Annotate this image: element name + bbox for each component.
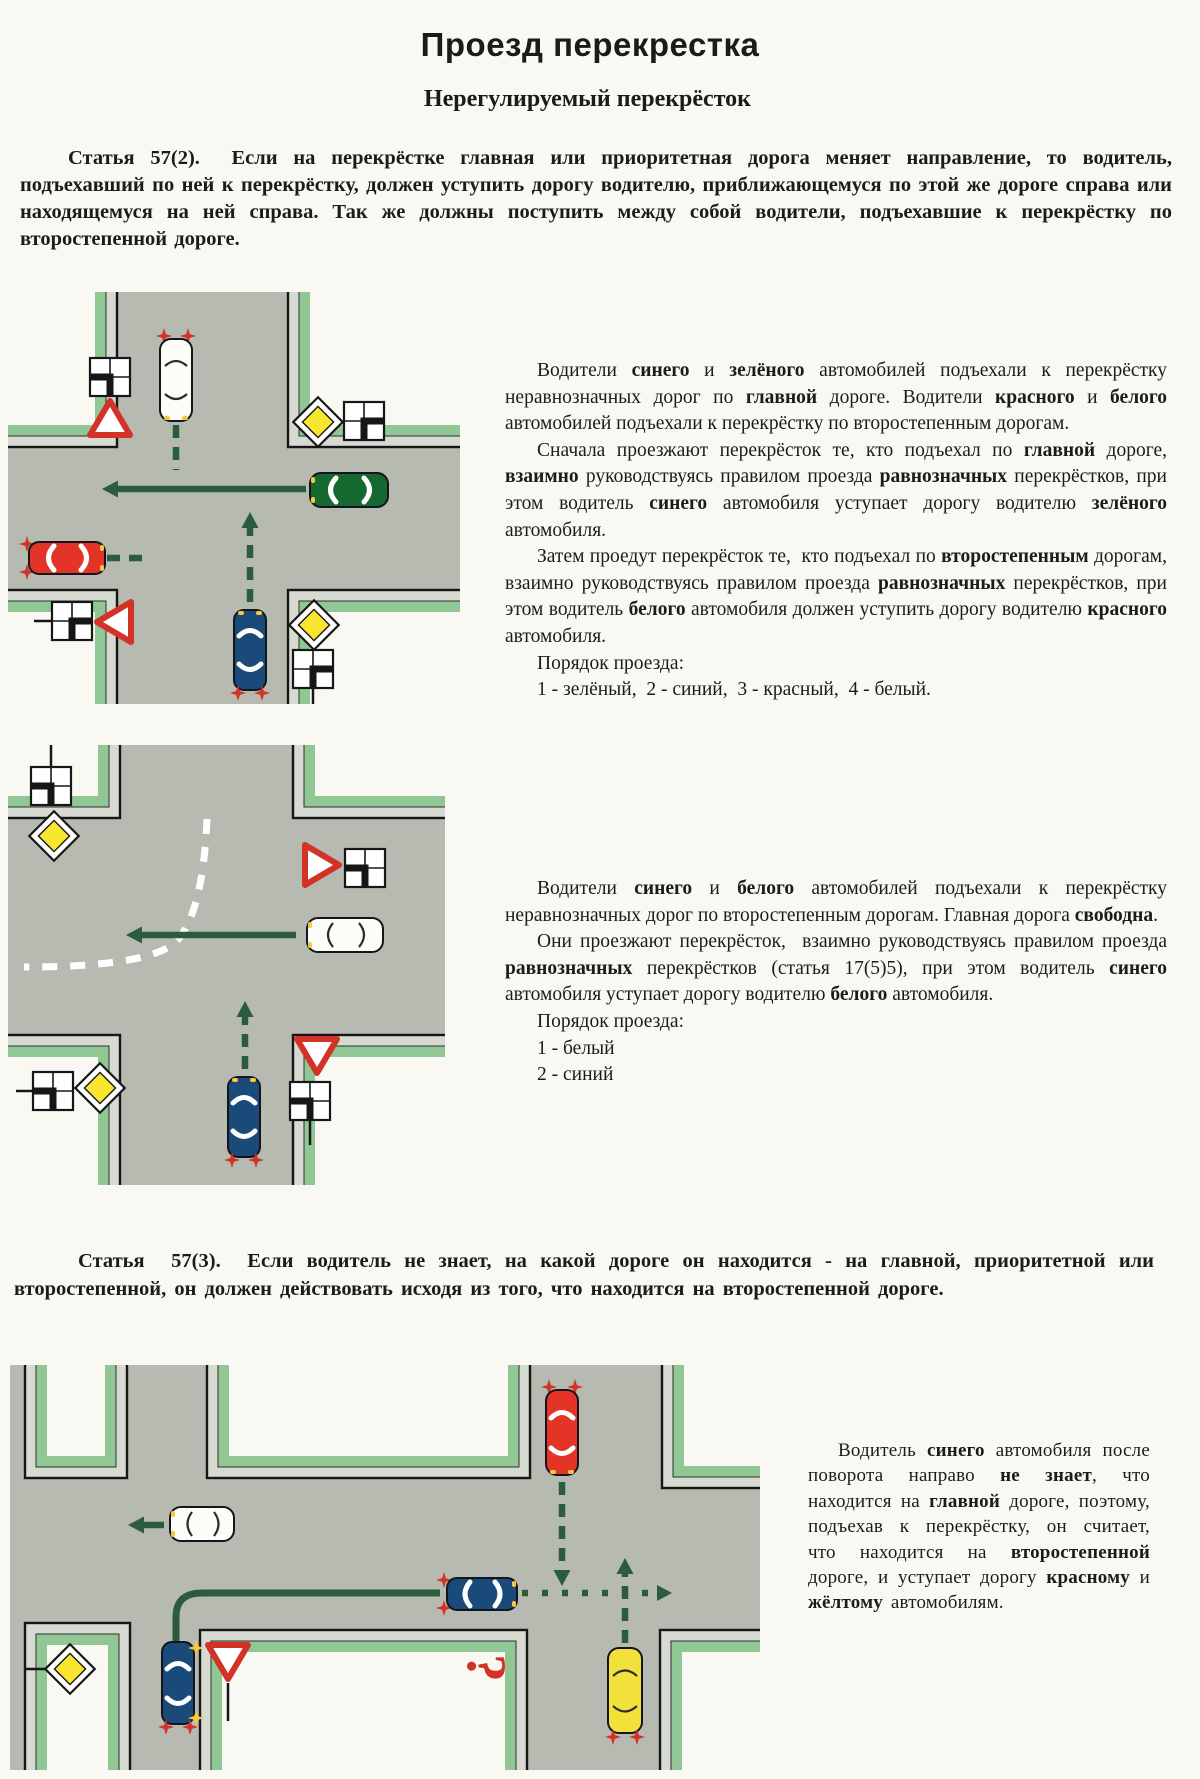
corner-block-top-right	[293, 745, 445, 818]
paragraph: Сначала проезжают перекрёсток те, кто подъехал по главной дороге, взаимно руководствуясь правилом проезда равнозначных перекрёстков, при этом водитель синего автомобиля уступает дорогу водителю зелёного автомобиля.	[505, 439, 1167, 541]
paragraph: Они проезжают перекрёсток, взаимно руководствуясь правилом проезда равнозначных перекрёстков (статья 17(5)5), при этом водитель синего автомобиля уступает дорогу водителю белого автомобиля.	[505, 931, 1167, 1006]
diagram-1-unequal-crossroads	[8, 292, 460, 704]
white-car	[170, 1507, 234, 1541]
paragraph: Водители синего и зелёного автомобилей подъехали к перекрёстку неравнозначных дорог по главной дороге. Водители красного и белого автомобилей подъехали к перекрёстку по второстепенным дорогам.	[505, 360, 1168, 435]
block-top-3	[662, 1365, 760, 1488]
paragraph: Водители синего и белого автомобилей подъехали к перекрёстку неравнозначных дорог по второстепенным дорогам. Главная дорога свободна.	[505, 878, 1167, 926]
passage-order-list: 1 - зелёный, 2 - синий, 3 - красный, 4 - белый.	[537, 679, 931, 701]
blue-car	[224, 1077, 264, 1168]
block-bottom-3	[660, 1630, 760, 1770]
main-road-direction-plate	[344, 402, 384, 440]
article-57-3-text: Статья 57(3). Если водитель не знает, на какой дороге он находится - на главной, приоритетной или второстепенной, он должен действовать исходя из того, что находится на второстепенной дороге.	[14, 1250, 1154, 1300]
main-road-direction-plate	[90, 358, 130, 396]
block-top-2	[207, 1365, 530, 1478]
main-road-direction-plate	[31, 767, 71, 805]
main-road-direction-plate	[345, 849, 385, 887]
diagram-2-main-road-free	[8, 745, 445, 1185]
main-road-direction-plate	[33, 1072, 73, 1110]
block-top-1	[25, 1365, 127, 1478]
main-road-direction-plate	[52, 602, 92, 640]
page-subtitle: Нерегулируемый перекрёсток	[423, 86, 752, 112]
page-title: Проезд перекрестка	[420, 26, 760, 63]
uncertainty-question-mark: ?	[455, 1654, 517, 1682]
passage-order-item: 2 - синий	[537, 1064, 614, 1086]
main-road-direction-plate	[293, 650, 333, 688]
blue-car	[230, 610, 270, 701]
article-57-2-text: Статья 57(2). Если на перекрёстке главная или приоритетная дорога меняет направление, то водитель, подъехавший по ней к перекрёстку, должен уступить дорогу водителю, приближающемуся по этой же дороге справа или находящемуся на ней справа. Так же должны поступить между собой водители, подъехавшие к перекрёстку по второстепенной дороге.	[20, 147, 1172, 250]
green-car	[310, 473, 388, 507]
passage-order-item: 1 - белый	[537, 1037, 615, 1059]
paragraph: Водитель синего автомобиля после поворота направо не знает, что находится на главной дороге, поэтому, подъехав к перекрёстку, он считает, что находится на второстепенной дороге, и уступает дорогу красному и жёлтому автомобилям.	[808, 1440, 1150, 1614]
passage-order-heading: Порядок проезда:	[537, 1010, 684, 1032]
main-road-direction-plate	[290, 1082, 330, 1120]
yellow-car	[605, 1648, 645, 1745]
paragraph: Затем проедут перекрёсток те, кто подъехал по второстепенным дорогам, взаимно руководствуясь правилом проезда равнозначных перекрёстков, при этом водитель белого автомобиля должен уступить дорогу водителю красного автомобиля.	[505, 546, 1168, 647]
diagram-3-driver-unsure	[10, 1365, 760, 1770]
diagram3-explanation	[808, 1438, 1150, 1616]
diagram1-explanation	[505, 358, 1167, 704]
block-bottom-2	[200, 1630, 527, 1770]
passage-order-heading: Порядок проезда:	[537, 652, 684, 674]
white-car	[307, 918, 383, 952]
block-bottom-1	[25, 1623, 130, 1770]
diagram2-explanation	[505, 876, 1167, 1089]
